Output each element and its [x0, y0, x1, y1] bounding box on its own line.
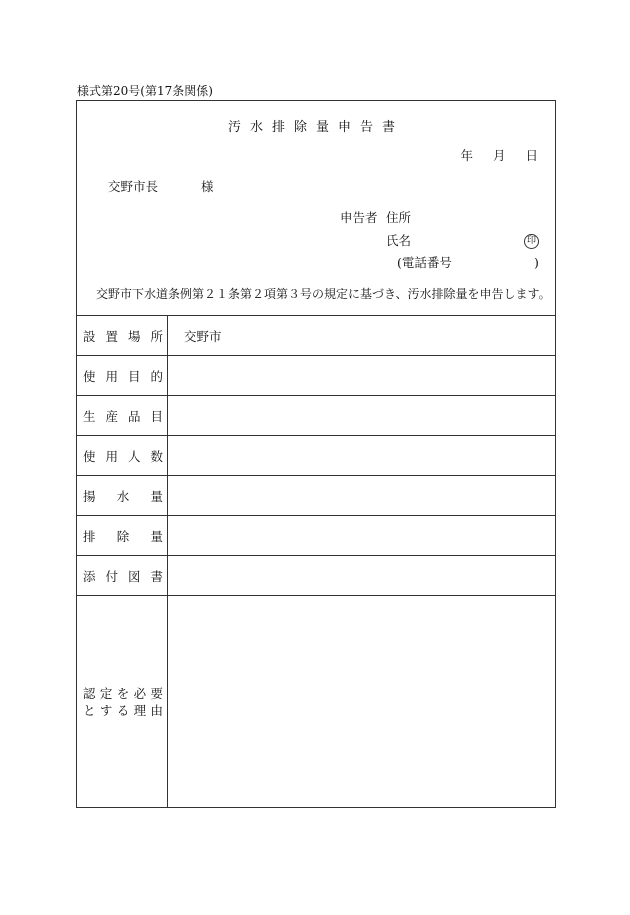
applicant-label: 申告者 — [340, 210, 378, 225]
field-label-location: 設置場所 — [77, 316, 168, 356]
table-row — [77, 476, 555, 516]
phone-close-paren: ) — [534, 255, 539, 270]
table-row — [77, 596, 555, 809]
declaration-text: 交野市下水道条例第２１条第２項第３号の規定に基づき、汚水排除量を申告します。 — [96, 287, 551, 301]
table-row — [77, 316, 555, 356]
address-label: 住所 — [386, 210, 412, 225]
seal-mark: 印 — [524, 234, 539, 249]
field-value-products[interactable] — [168, 396, 556, 436]
field-value-attachments[interactable] — [168, 556, 556, 596]
date-month: 月 — [492, 148, 506, 163]
field-label-users: 使用人数 — [77, 436, 168, 476]
date-year: 年 — [460, 148, 473, 163]
phone-label: (電話番号 — [397, 255, 452, 270]
date-day: 日 — [525, 148, 538, 163]
form-title: 汚水排除量申告書 — [227, 120, 404, 135]
field-value-reason[interactable] — [168, 596, 556, 809]
honorific: 様 — [201, 179, 214, 194]
table-row — [77, 436, 555, 476]
field-label-discharge-volume: 排除量 — [77, 516, 168, 556]
field-label-attachments: 添付図書 — [77, 556, 168, 596]
field-value-pumped-volume[interactable] — [168, 476, 556, 516]
name-label: 氏名 — [386, 233, 412, 248]
table-row — [77, 556, 555, 596]
table-row — [77, 516, 555, 556]
field-table — [77, 315, 555, 808]
reason-label-line2: とする理由 — [83, 703, 163, 718]
table-row — [77, 356, 555, 396]
field-label-pumped-volume: 揚水量 — [77, 476, 168, 516]
field-label-reason — [77, 596, 168, 809]
reason-label-line1: 認定を必要 — [83, 686, 163, 701]
table-row — [77, 396, 555, 436]
field-value-purpose[interactable] — [168, 356, 556, 396]
form-number-label: 様式第20号(第17条関係) — [77, 84, 213, 98]
date-line — [440, 150, 538, 163]
addressee: 交野市長 — [108, 179, 159, 194]
field-value-discharge-volume[interactable] — [168, 516, 556, 556]
field-label-products: 生産品目 — [77, 396, 168, 436]
field-label-purpose: 使用目的 — [77, 356, 168, 396]
declaration-form — [76, 100, 556, 808]
field-value-users[interactable] — [168, 436, 556, 476]
field-value-location[interactable]: 交野市 — [168, 316, 556, 356]
